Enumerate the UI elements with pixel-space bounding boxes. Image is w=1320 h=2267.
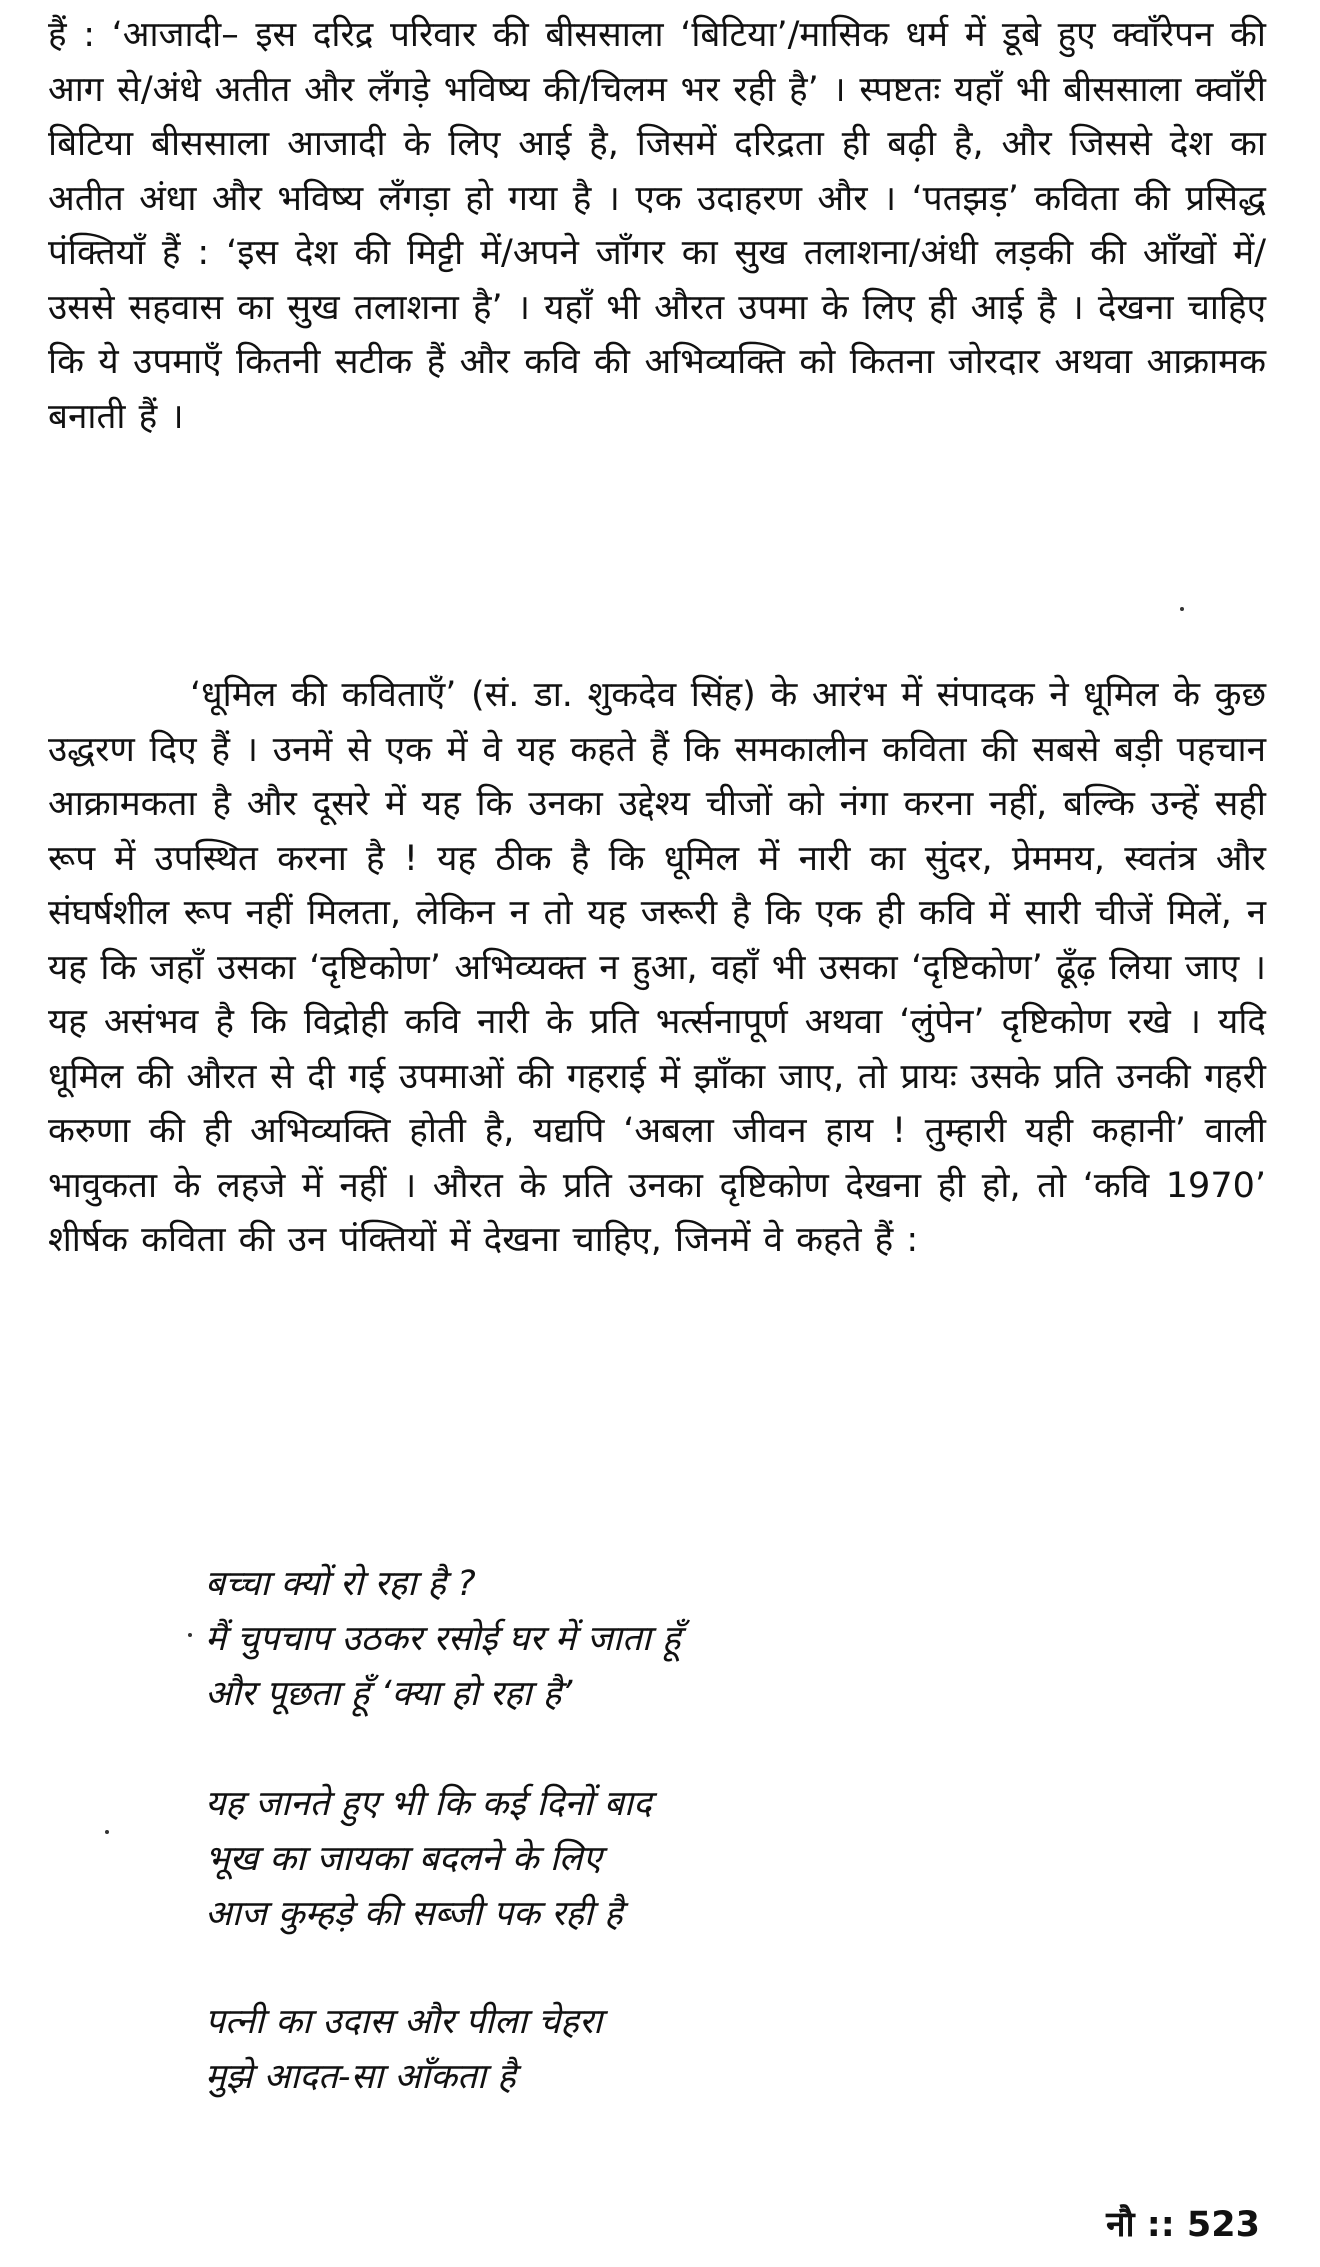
poem-line: आज कुम्हड़े की सब्जी पक रही है (205, 1894, 623, 1934)
page-number: नौ :: 523 (1106, 2205, 1260, 2245)
paragraph-text: हैं : ‘आजादी– इस दरिद्र परिवार की बीससाला ‘बिटिया’/मासिक धर्म में डूबे हुए क्वाँरेपन की आग से/अंधे अतीत और लँगड़े भविष्य की/चिलम भर रही है’ । स्पष्टतः यहाँ भी बीससाला क्वाँरी बिटिया बीससाला आजादी के लिए आई है, जिसमें दरिद्रता ही बढ़ी है, और जिससे देश का अतीत अंधा और भविष्य लँगड़ा हो गया है । एक उदाहरण और । ‘पतझड़’ कविता की प्रसिद्ध पंक्तियाँ हैं : ‘इस देश की मिट्टी में/अपने जाँगर का सुख तलाशना/अंधी लड़की की आँखों में/उससे सहवास का सुख तलाशना है’ । यहाँ भी औरत उपमा के लिए ही आई है । देखना चाहिए कि ये उपमाएँ कितनी सटीक हैं और कवि की अभिव्यक्ति को कितना जोरदार अथवा आक्रामक बनाती हैं । (48, 15, 1266, 437)
poem-line: पत्नी का उदास और पीला चेहरा (205, 2002, 603, 2042)
poem-stanza-2 (205, 1777, 1205, 1942)
scan-speck (105, 1830, 109, 1834)
paragraph-text: ‘धूमिल की कविताएँ’ (सं. डा. शुकदेव सिंह) के आरंभ में संपादक ने धूमिल के कुछ उद्धरण दिए हैं । उनमें से एक में वे यह कहते हैं कि समकालीन कविता की सबसे बड़ी पहचान आक्रामकता है और दूसरे में यह कि उनका उद्देश्य चीजों को नंगा करना नहीं, बल्कि उन्हें सही रूप में उपस्थित करना है ! यह ठीक है कि धूमिल में नारी का सुंदर, प्रेममय, स्वतंत्र और संघर्षशील रूप नहीं मिलता, लेकिन न तो यह जरूरी है कि एक ही कवि में सारी चीजें मिलें, न यह कि जहाँ उसका ‘दृष्टिकोण’ अभिव्यक्त न हुआ, वहाँ भी उसका ‘दृष्टिकोण’ ढूँढ़ लिया जाए । यह असंभव है कि विद्रोही कवि नारी के प्रति भर्त्सनापूर्ण अथवा ‘लुंपेन’ दृष्टिकोण रखे । यदि धूमिल की औरत से दी गई उपमाओं की गहराई में झाँका जाए, तो प्रायः उसके प्रति उनकी गहरी करुणा की ही अभिव्यक्ति होती है, यद्यपि ‘अबला जीवन हाय ! तुम्हारी यही कहानी’ वाली भावुकता के लहजे में नहीं । औरत के प्रति उनका दृष्टिकोण देखना ही हो, तो ‘कवि 1970’ शीर्षक कविता की उन पंक्तियों में देखना चाहिए, जिनमें वे कहते हैं : (48, 675, 1266, 1260)
poem-line: यह जानते हुए भी कि कई दिनों बाद (205, 1784, 652, 1824)
poem-stanza-3 (205, 1995, 1205, 2105)
poem-stanza-1 (205, 1557, 1205, 1722)
scan-speck (188, 1633, 192, 1637)
scan-speck (1180, 607, 1184, 611)
prose-paragraph-1 (48, 8, 1266, 444)
poem-line: मुझे आदत-सा आँकता है (205, 2057, 516, 2097)
prose-paragraph-2 (48, 668, 1266, 1268)
poem-line: बच्चा क्यों रो रहा है ? (205, 1564, 476, 1604)
poem-line: मैं चुपचाप उठकर रसोई घर में जाता हूँ (205, 1619, 681, 1659)
poem-line: भूख का जायका बदलने के लिए (205, 1839, 602, 1879)
poem-line: और पूछता हूँ ‘क्या हो रहा है’ (205, 1674, 573, 1714)
